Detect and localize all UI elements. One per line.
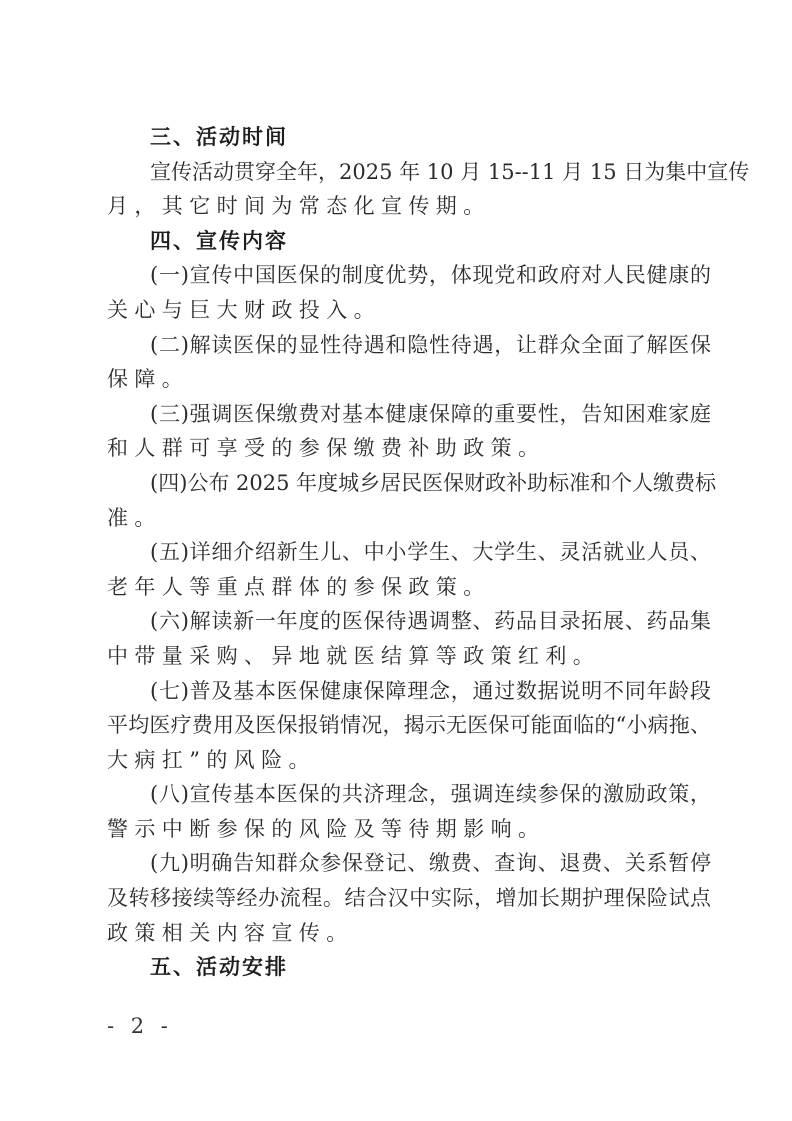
section-heading: 五、活动安排 — [150, 955, 288, 980]
paragraph-line: (七)普及基本医保健康保障理念，通过数据说明不同年龄段 — [150, 678, 711, 703]
section-heading: 四、宣传内容 — [150, 228, 288, 253]
page-number: - 2 - — [107, 1014, 173, 1038]
paragraph-line: 政策相关内容宣传。 — [107, 920, 354, 945]
paragraph-line: (九)明确告知群众参保登记、缴费、查询、退费、关系暂停 — [150, 851, 711, 876]
paragraph-line: 中带量采购、异地就医结算等政策红利。 — [107, 643, 601, 668]
paragraph-line: (一)宣传中国医保的制度优势，体现党和政府对人民健康的 — [150, 263, 711, 288]
paragraph-line: 和人群可享受的参保缴费补助政策。 — [107, 436, 546, 461]
paragraph-line: 老年人等重点群体的参保政策。 — [107, 574, 491, 599]
paragraph-line: (二)解读医保的显性待遇和隐性待遇，让群众全面了解医保 — [150, 332, 711, 357]
paragraph-line: (四)公布 2025 年度城乡居民医保财政补助标准和个人缴费标 — [150, 470, 717, 495]
paragraph-line: 宣传活动贯穿全年，2025 年 10 月 15--11 月 15 日为集中宣传 — [150, 159, 750, 184]
paragraph-line: 警示中断参保的风险及等待期影响。 — [107, 816, 546, 841]
paragraph-line: (六)解读新一年度的医保待遇调整、药品目录拓展、药品集 — [150, 609, 711, 634]
paragraph-line: 平均医疗费用及医保报销情况，揭示无医保可能面临的“小病拖、 — [107, 713, 711, 738]
paragraph-line: (八)宣传基本医保的共济理念，强调连续参保的激励政策， — [150, 782, 711, 807]
paragraph-line: 准。 — [107, 505, 162, 530]
paragraph-line: (五)详细介绍新生儿、中小学生、大学生、灵活就业人员、 — [150, 540, 711, 565]
paragraph-line: 及转移接续等经办流程。结合汉中实际，增加长期护理保险试点 — [107, 886, 711, 911]
section-heading: 三、活动时间 — [150, 125, 288, 149]
paragraph-line: 保障。 — [107, 367, 190, 392]
paragraph-line: 月，其它时间为常态化宣传期。 — [107, 194, 491, 219]
paragraph-line: (三)强调医保缴费对基本健康保障的重要性，告知困难家庭 — [150, 401, 711, 426]
paragraph-line: 大病扛”的风险。 — [107, 747, 316, 772]
paragraph-line: 关心与巨大财政投入。 — [107, 297, 381, 322]
document-body — [107, 120, 750, 985]
